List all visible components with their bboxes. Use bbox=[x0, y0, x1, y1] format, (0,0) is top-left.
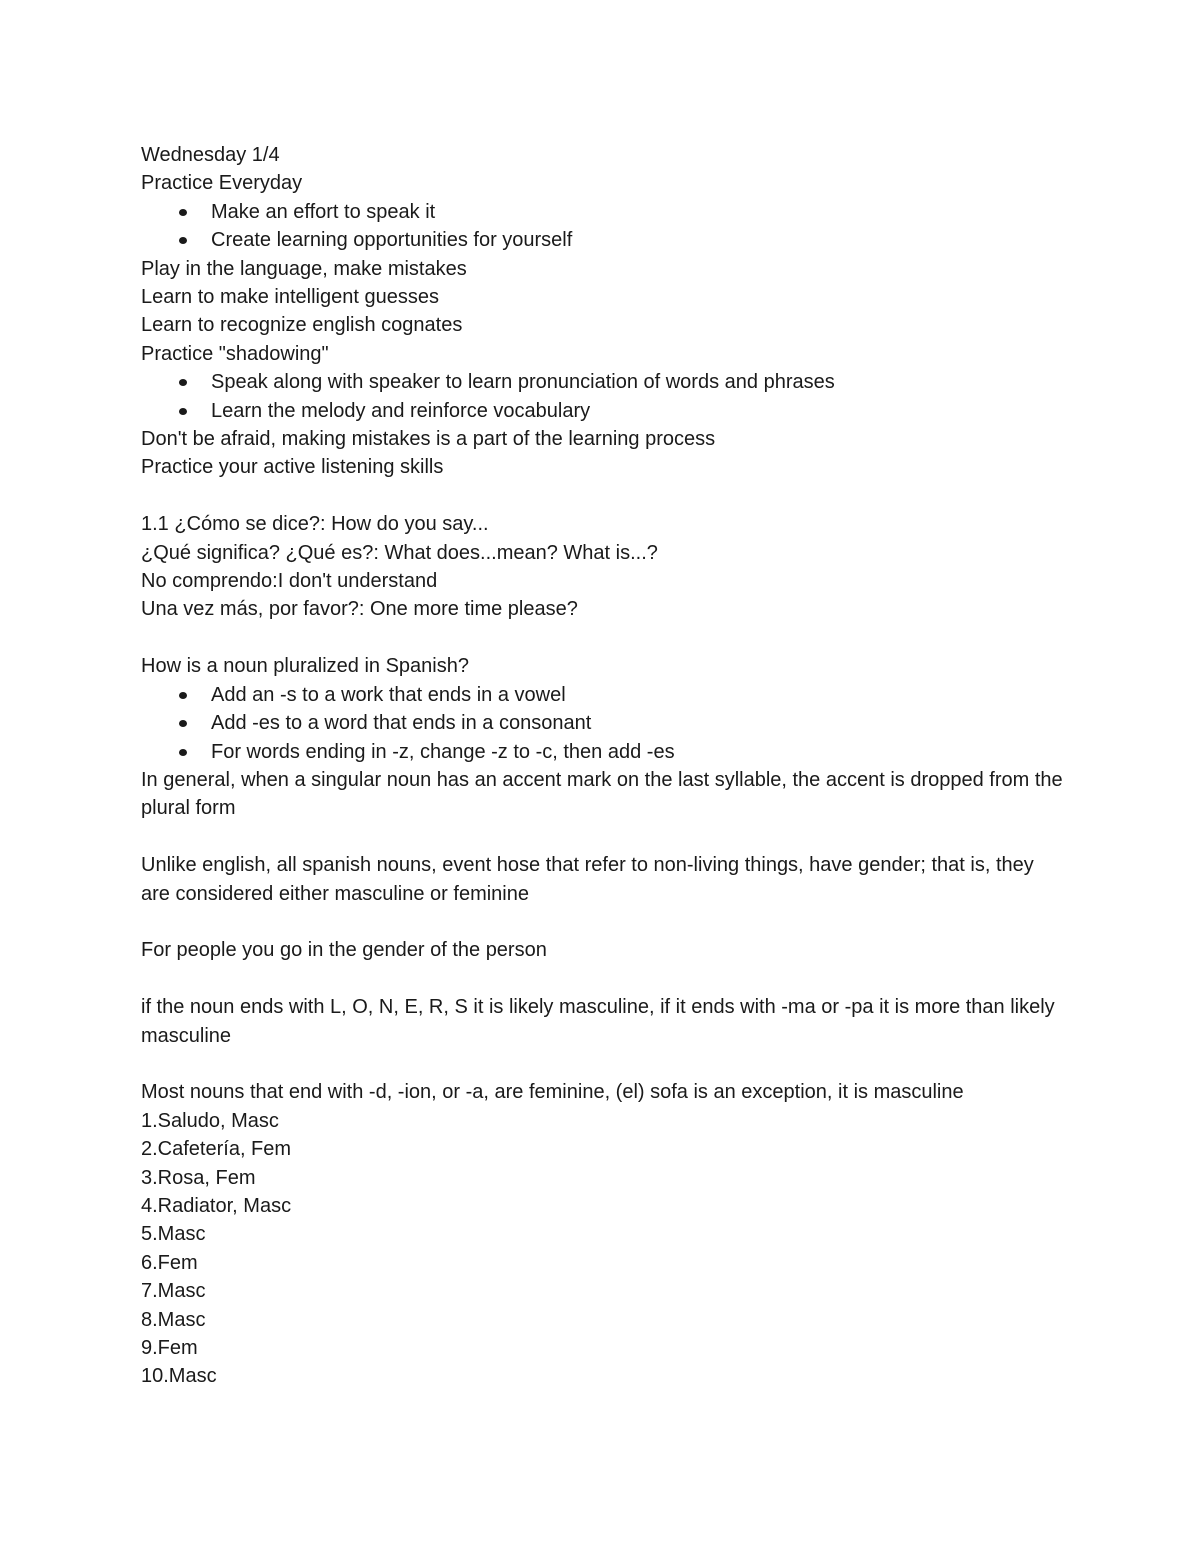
text-line: Don't be afraid, making mistakes is a part of the learning process bbox=[141, 428, 716, 451]
shadowing-bullet-list bbox=[141, 368, 1071, 425]
phrase-line: ¿Qué significa? ¿Qué es?: What does...mean? What is...? bbox=[141, 541, 658, 564]
shadowing-heading: Practice "shadowing" bbox=[141, 342, 329, 365]
list-item: Learn the melody and reinforce vocabulary bbox=[141, 397, 1071, 425]
practice-bullet-list bbox=[141, 198, 1071, 255]
answer-item: 7.Masc bbox=[141, 1280, 206, 1303]
answer-item: 10.Masc bbox=[141, 1365, 217, 1388]
text-line: Play in the language, make mistakes bbox=[141, 257, 467, 280]
accent-paragraph: In general, when a singular noun has an accent mark on the last syllable, the accent is dropped from the plural form bbox=[141, 768, 1063, 820]
masculine-rule-paragraph: if the noun ends with L, O, N, E, R, S it is likely masculine, if it ends with -ma or -pa it is more than likely masculine bbox=[141, 996, 1055, 1047]
blank-line bbox=[141, 1050, 1071, 1078]
phrase-line: No comprendo:I don't understand bbox=[141, 570, 438, 593]
document-page bbox=[141, 141, 1071, 1391]
phrase-line: Una vez más, por favor?: One more time please? bbox=[141, 598, 578, 621]
answer-item: 5.Masc bbox=[141, 1223, 206, 1246]
answer-item: 4.Radiator, Masc bbox=[141, 1194, 292, 1217]
blank-line bbox=[141, 482, 1071, 510]
answer-item: 9.Fem bbox=[141, 1336, 198, 1359]
plural-question: How is a noun pluralized in Spanish? bbox=[141, 655, 469, 678]
bullet-icon bbox=[179, 408, 187, 415]
plural-bullet-list bbox=[141, 681, 1071, 766]
list-item: Speak along with speaker to learn pronunciation of words and phrases bbox=[141, 368, 1071, 396]
answer-item: 6.Fem bbox=[141, 1251, 198, 1274]
list-item: For words ending in -z, change -z to -c, then add -es bbox=[141, 738, 1071, 766]
blank-line bbox=[141, 624, 1071, 652]
bullet-icon bbox=[179, 237, 187, 244]
list-item: Add -es to a word that ends in a consonant bbox=[141, 709, 1071, 737]
answer-item: 3.Rosa, Fem bbox=[141, 1166, 256, 1189]
document-title: Wednesday 1/4 bbox=[141, 144, 280, 166]
answer-item: 2.Cafetería, Fem bbox=[141, 1138, 292, 1161]
text-line: Learn to make intelligent guesses bbox=[141, 286, 439, 309]
feminine-rule-line: Most nouns that end with -d, -ion, or -a, are feminine, (el) sofa is an exception, it is masculine bbox=[141, 1081, 964, 1104]
practice-heading: Practice Everyday bbox=[141, 172, 303, 195]
answer-item: 1.Saludo, Masc bbox=[141, 1109, 279, 1132]
bullet-icon bbox=[179, 692, 187, 699]
bullet-icon bbox=[179, 720, 187, 727]
people-gender-line: For people you go in the gender of the person bbox=[141, 939, 547, 962]
bullet-icon bbox=[179, 209, 187, 216]
phrase-line: 1.1 ¿Cómo se dice?: How do you say... bbox=[141, 513, 489, 536]
text-line: Learn to recognize english cognates bbox=[141, 314, 463, 337]
gender-paragraph: Unlike english, all spanish nouns, event hose that refer to non-living things, have gender; that is, they are considered either masculine or feminine bbox=[141, 854, 1034, 905]
list-item: Create learning opportunities for yourself bbox=[141, 226, 1071, 254]
answer-item: 8.Masc bbox=[141, 1308, 206, 1331]
blank-line bbox=[141, 823, 1071, 851]
list-item: Make an effort to speak it bbox=[141, 198, 1071, 226]
blank-line bbox=[141, 965, 1071, 993]
blank-line bbox=[141, 908, 1071, 936]
list-item: Add an -s to a work that ends in a vowel bbox=[141, 681, 1071, 709]
text-line: Practice your active listening skills bbox=[141, 456, 444, 479]
bullet-icon bbox=[179, 749, 187, 756]
bullet-icon bbox=[179, 379, 187, 386]
